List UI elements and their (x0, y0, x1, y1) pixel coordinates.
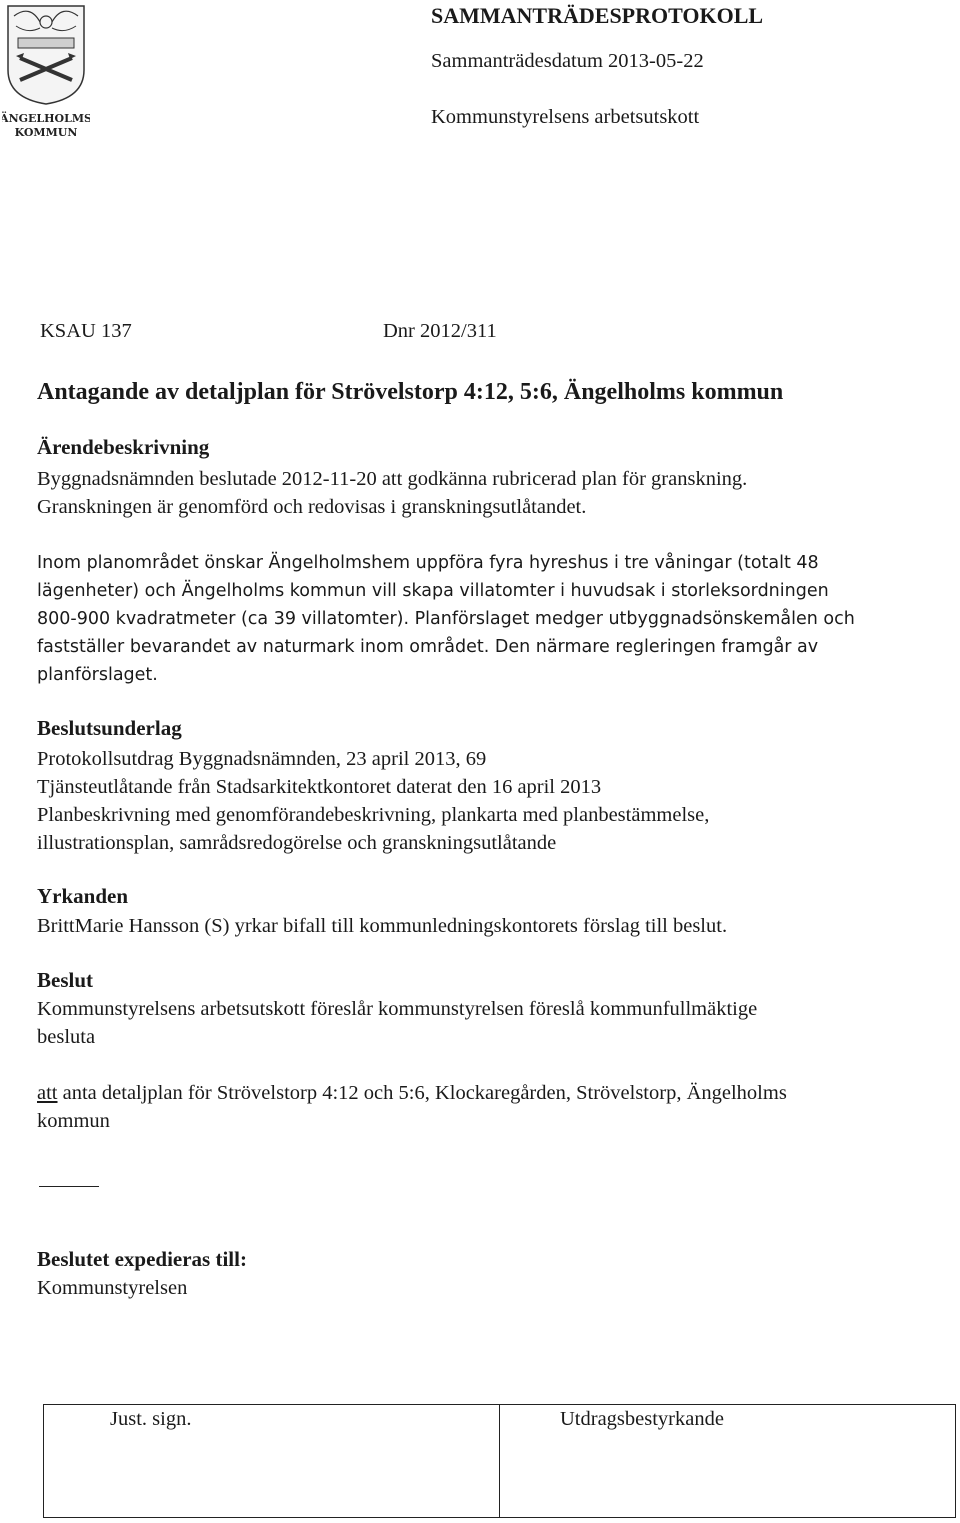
text-line: Byggnadsnämnden beslutade 2012-11-20 att godkänna rubricerad plan för granskning. (37, 468, 748, 490)
crest-text-line1: ÄNGELHOLMS (2, 112, 90, 125)
text-line: Planbeskrivning med genomförandebeskrivning, plankarta med planbestämmelse, (37, 804, 710, 826)
crest-icon (2, 0, 90, 142)
case-number: KSAU 137 (40, 320, 132, 342)
heading-yrkanden: Yrkanden (37, 884, 129, 908)
text-line: Protokollsutdrag Byggnadsnämnden, 23 april 2013, 69 (37, 748, 487, 770)
matter-title: Antagande av detaljplan för Strövelstorp 4:12, 5:6, Ängelholms kommun (37, 379, 784, 405)
text-line: kommun (37, 1110, 110, 1132)
text-line: illustrationsplan, samrådsredogörelse och granskningsutlåtande (37, 832, 557, 854)
heading-arendebeskrivning: Ärendebeskrivning (37, 435, 210, 459)
document-title: SAMMANTRÄDESPROTOKOLL (431, 3, 764, 28)
text-line: Tjänsteutlåtande från Stadsarkitektkontoret daterat den 16 april 2013 (37, 776, 602, 798)
beslut-att-clause (37, 1079, 787, 1135)
text-line: Kommunstyrelsens arbetsutskott föreslår kommunstyrelsen föreslå kommunfullmäktige (37, 998, 758, 1020)
just-sign-label: Just. sign. (110, 1408, 192, 1430)
yrkanden-text: BrittMarie Hansson (S) yrkar bifall till kommunledningskontorets förslag till beslut. (37, 915, 728, 937)
crest-text-line2: KOMMUN (14, 126, 78, 139)
text-line: planförslaget. (37, 665, 158, 685)
arendebeskrivning-text (37, 465, 747, 521)
att-clause: anta detaljplan för Strövelstorp 4:12 och 5:6, Klockaregården, Strövelstorp, Ängelholms (57, 1082, 787, 1104)
municipality-crest-logo (2, 0, 90, 142)
text-line: 800-900 kvadratmeter (ca 39 villatomter). Planförslaget medger utbyggnadsönskemålen och (37, 609, 855, 629)
text-line (37, 1079, 787, 1107)
committee-name: Kommunstyrelsens arbetsutskott (431, 106, 700, 128)
diary-number: Dnr 2012/311 (383, 320, 497, 342)
heading-beslut: Beslut (37, 968, 94, 992)
heading-expedieras: Beslutet expedieras till: (37, 1247, 247, 1271)
text-line: fastställer bevarandet av naturmark inom området. Den närmare regleringen framgår av (37, 637, 819, 657)
text-line: besluta (37, 1026, 96, 1048)
plan-description-paragraph (37, 549, 855, 689)
separator-line (39, 1186, 99, 1187)
heading-beslutsunderlag: Beslutsunderlag (37, 716, 182, 740)
signature-box-divider (499, 1404, 500, 1518)
utdragsbestyrkande-label: Utdragsbestyrkande (560, 1408, 724, 1430)
expedieras-recipient: Kommunstyrelsen (37, 1277, 188, 1299)
beslut-text (37, 995, 757, 1051)
meeting-date: Sammanträdesdatum 2013-05-22 (431, 50, 704, 72)
text-line: lägenheter) och Ängelholms kommun vill skapa villatomter i huvudsak i storleksordningen (37, 581, 829, 601)
text-line: Inom planområdet önskar Ängelholmshem uppföra fyra hyreshus i tre våningar (totalt 48 (37, 553, 819, 573)
att-word: att (37, 1082, 58, 1104)
text-line: Granskningen är genomförd och redovisas i granskningsutlåtandet. (37, 496, 587, 518)
beslutsunderlag-list (37, 745, 709, 857)
